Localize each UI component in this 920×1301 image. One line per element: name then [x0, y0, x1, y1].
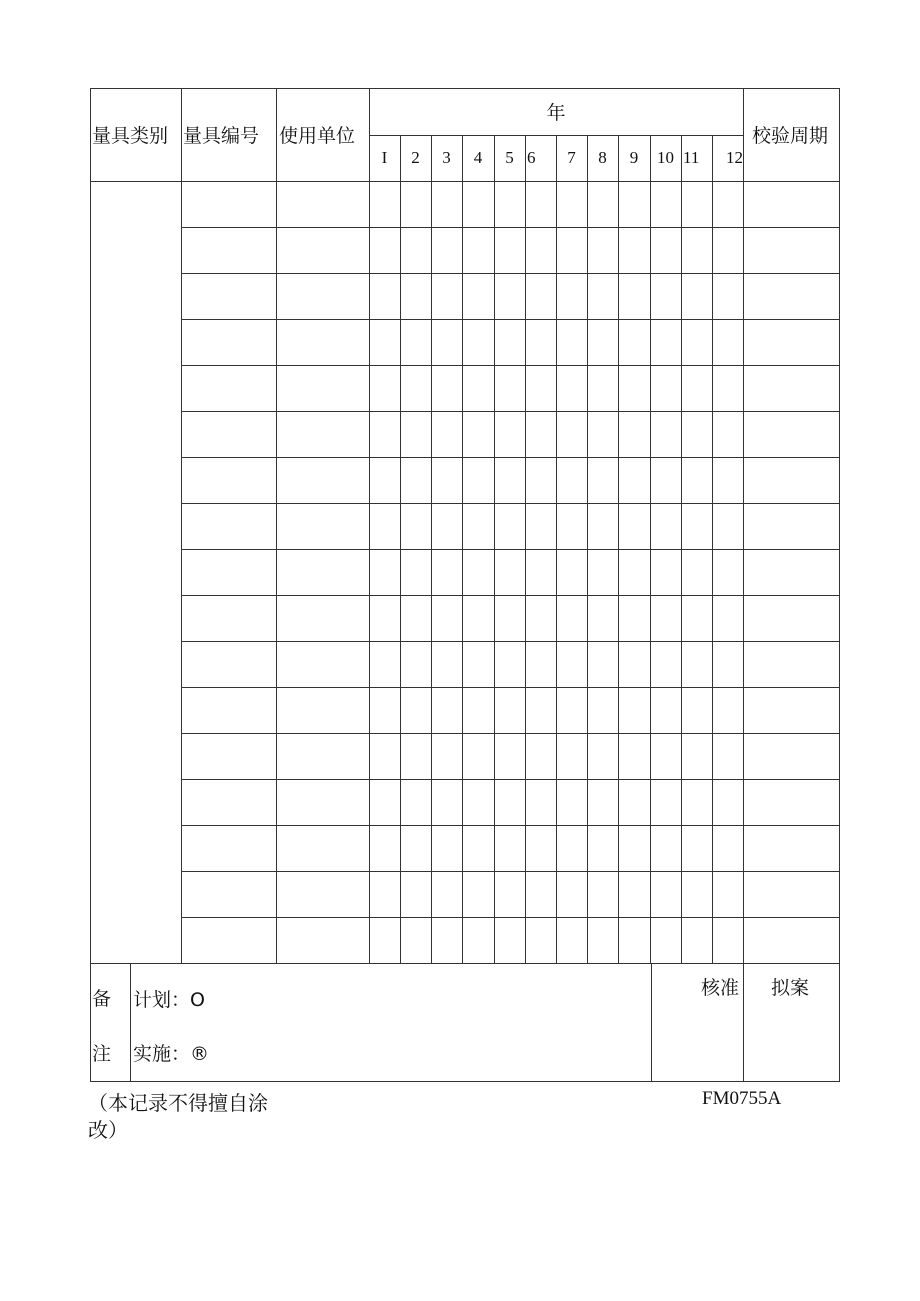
- month-header-12: 12: [726, 148, 743, 167]
- draft-label: 拟案: [771, 977, 810, 999]
- month-header-2: 2: [411, 148, 420, 167]
- row-line-5: [181, 411, 839, 412]
- header-unit: 使用单位: [279, 125, 356, 147]
- row-line-4: [181, 365, 839, 366]
- remarks-plan: 计划：O: [133, 989, 205, 1011]
- row-line-12: [181, 733, 839, 734]
- remarks-label-top: 备: [92, 988, 112, 1010]
- row-line-8: [181, 549, 839, 550]
- table-bottom-line: [90, 963, 839, 964]
- row-line-3: [181, 319, 839, 320]
- approve-label: 核准: [701, 977, 740, 999]
- month-header-6: 6: [527, 148, 536, 167]
- month-header-3: 3: [442, 148, 451, 167]
- month-header-1: I: [381, 148, 388, 167]
- row-line-11: [181, 687, 839, 688]
- row-line-1: [181, 227, 839, 228]
- remarks-implement: 实施：®: [133, 1043, 210, 1065]
- remarks-approve-divider: [651, 963, 652, 1081]
- header-year: 年: [546, 102, 566, 124]
- footer-note-line2: 改）: [88, 1118, 128, 1142]
- column-line-cycle: [743, 88, 744, 1081]
- column-line-unit: [276, 88, 277, 963]
- column-line-months-start: [369, 88, 370, 963]
- row-line-14: [181, 825, 839, 826]
- month-header-9: 9: [629, 148, 639, 167]
- footer-note-line1: （本记录不得擅自涂: [88, 1091, 268, 1115]
- row-line-16: [181, 917, 839, 918]
- month-header-7: 7: [567, 148, 576, 167]
- month-header-11: 11: [683, 148, 700, 167]
- remarks-label-bottom: 注: [92, 1043, 112, 1065]
- row-line-10: [181, 641, 839, 642]
- header-cycle: 校验周期: [752, 125, 829, 147]
- row-line-7: [181, 503, 839, 504]
- border-bottom: [90, 1081, 840, 1082]
- row-line-13: [181, 779, 839, 780]
- remarks-label-divider: [130, 963, 131, 1081]
- row-line-15: [181, 871, 839, 872]
- row-line-2: [181, 273, 839, 274]
- month-header-5: 5: [505, 148, 514, 167]
- row-line-9: [181, 595, 839, 596]
- month-header-4: 4: [473, 148, 483, 167]
- month-header-10: 10: [657, 148, 674, 167]
- border-left: [90, 88, 91, 1081]
- header-bottom-line: [90, 181, 839, 182]
- header-category: 量具类别: [92, 125, 169, 147]
- form-code: FM0755A: [702, 1088, 782, 1109]
- border-right: [839, 88, 840, 1081]
- month-header-8: 8: [598, 148, 607, 167]
- column-line-number: [181, 88, 182, 963]
- header-number: 量具编号: [183, 125, 260, 147]
- row-line-6: [181, 457, 839, 458]
